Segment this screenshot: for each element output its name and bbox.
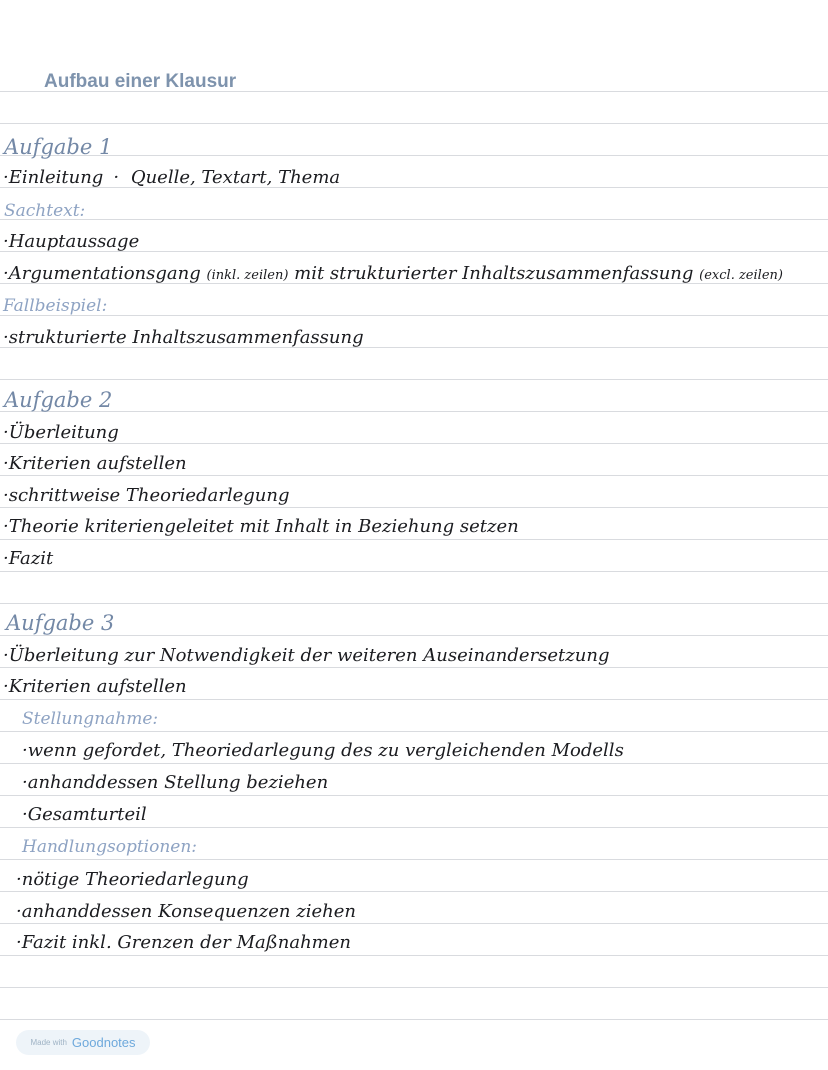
ruled-line bbox=[0, 507, 828, 508]
ruled-line bbox=[0, 1019, 828, 1020]
list-item: ·Überleitung zur Notwendigkeit der weiteren Auseinandersetzung bbox=[3, 645, 610, 666]
ruled-line bbox=[0, 955, 828, 956]
ruled-line bbox=[0, 859, 828, 860]
ruled-line bbox=[0, 379, 828, 380]
list-item: ·Überleitung bbox=[3, 422, 119, 443]
ruled-line bbox=[0, 571, 828, 572]
list-item: ·Kriterien aufstellen bbox=[3, 453, 187, 474]
ruled-line bbox=[0, 123, 828, 124]
ruled-line bbox=[0, 219, 828, 220]
list-item: ·wenn gefordet, Theoriedarlegung des zu vergleichenden Modells bbox=[22, 740, 624, 761]
page-title: Aufbau einer Klausur bbox=[44, 71, 237, 92]
list-item: ·Gesamturteil bbox=[22, 804, 147, 825]
aufgabe-2-heading: Aufgabe 2 bbox=[4, 388, 113, 412]
ruled-line bbox=[0, 315, 828, 316]
ruled-line bbox=[0, 667, 828, 668]
argumentationsgang-line: ·Argumentationsgang (inkl. zeilen) mit strukturierter Inhaltszusammenfassung (excl. zeilen) bbox=[3, 263, 783, 284]
list-item: ·Fazit inkl. Grenzen der Maßnahmen bbox=[16, 932, 351, 953]
ruled-line bbox=[0, 699, 828, 700]
ruled-line bbox=[0, 635, 828, 636]
aufgabe-3-heading: Aufgabe 3 bbox=[6, 611, 115, 635]
ruled-line bbox=[0, 155, 828, 156]
fallbeispiel-label: Fallbeispiel: bbox=[3, 296, 108, 316]
sachtext-label: Sachtext: bbox=[4, 201, 86, 221]
ruled-line bbox=[0, 539, 828, 540]
ruled-line bbox=[0, 987, 828, 988]
ruled-line bbox=[0, 731, 828, 732]
strukturierte-inhaltszusammenfassung-text: mit strukturierter Inhaltszusammenfassung bbox=[294, 263, 694, 284]
inkl-zeilen-note: (inkl. zeilen) bbox=[206, 268, 289, 283]
stellungnahme-label: Stellungnahme: bbox=[22, 709, 159, 729]
hauptaussage-text: Hauptaussage bbox=[8, 231, 140, 252]
einleitung-line: ·Einleitung · Quelle, Textart, Thema bbox=[3, 167, 341, 188]
ruled-line bbox=[0, 475, 828, 476]
badge-brand: Goodnotes bbox=[71, 1035, 136, 1050]
ruled-line bbox=[0, 763, 828, 764]
list-item: ·Fazit bbox=[3, 548, 54, 569]
einleitung-text: Einleitung bbox=[8, 167, 104, 188]
list-item: ·Theorie kriteriengeleitet mit Inhalt in Beziehung setzen bbox=[3, 516, 519, 537]
aufgabe-1-heading: Aufgabe 1 bbox=[4, 135, 113, 159]
list-item: ·anhanddessen Stellung beziehen bbox=[22, 772, 329, 793]
fallbeispiel-item-text: strukturierte Inhaltszusammenfassung bbox=[8, 327, 364, 348]
list-item: ·anhanddessen Konsequenzen ziehen bbox=[16, 901, 356, 922]
excl-zeilen-note: (excl. zeilen) bbox=[699, 268, 783, 283]
einleitung-detail: Quelle, Textart, Thema bbox=[130, 167, 341, 188]
ruled-line bbox=[0, 603, 828, 604]
ruled-line bbox=[0, 411, 828, 412]
ruled-line bbox=[0, 923, 828, 924]
ruled-line bbox=[0, 827, 828, 828]
list-item: ·nötige Theoriedarlegung bbox=[16, 869, 249, 890]
argumentationsgang-text: Argumentationsgang bbox=[8, 263, 201, 284]
made-with-goodnotes-badge bbox=[16, 1030, 150, 1055]
list-item: ·Kriterien aufstellen bbox=[3, 676, 187, 697]
fallbeispiel-item: ·strukturierte Inhaltszusammenfassung bbox=[3, 327, 364, 348]
ruled-line bbox=[0, 795, 828, 796]
ruled-line bbox=[0, 891, 828, 892]
list-item: ·schrittweise Theoriedarlegung bbox=[3, 485, 290, 506]
handlungsoptionen-label: Handlungsoptionen: bbox=[22, 837, 198, 857]
badge-made-with: Made with bbox=[30, 1038, 67, 1047]
hauptaussage-line: ·Hauptaussage bbox=[3, 231, 140, 252]
ruled-line bbox=[0, 443, 828, 444]
